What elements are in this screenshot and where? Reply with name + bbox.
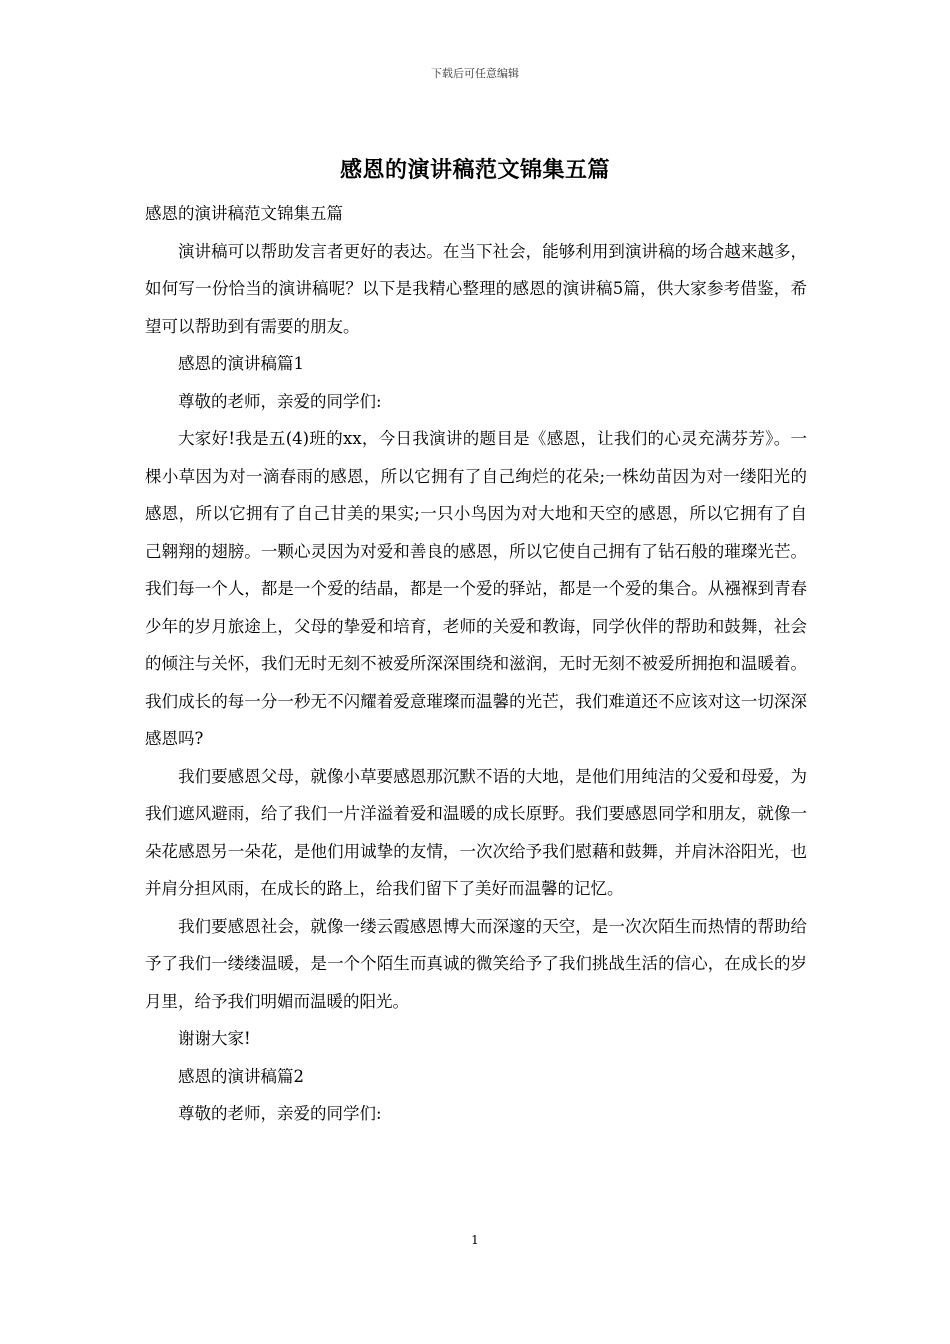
- closing: 谢谢大家!: [178, 1029, 251, 1048]
- paragraph: 感恩的演讲稿范文锦集五篇: [145, 204, 343, 223]
- paragraph: 大家好!我是五(4)班的xx，今日我演讲的题目是《感恩，让我们的心灵充满芬芳》。一棵小草因为对一滴春雨的感恩，所以它拥有了自己绚烂的花朵;一株幼苗因为对一缕阳光的感恩，所以它拥有了自己甘美的果实;一只小鸟因为对大地和天空的感恩，所以它拥有了自己翱翔的翅膀。一颗心灵因为对爱和善良的感恩，所以它使自己拥有了钻石般的璀璨光芒。我们每一个人，都是一个爱的结晶，都是一个爱的驿站，都是一个爱的集合。从襁褓到青春少年的岁月旅途上，父母的挚爱和培育，老师的关爱和教诲，同学伙伴的帮助和鼓舞，社会的倾注与关怀，我们无时无刻不被爱所深深围绕和滋润，无时无刻不被爱所拥抱和温暖着。我们成长的每一分一秒无不闪耀着爱意璀璨而温馨的光芒，我们难道还不应该对这一切深深感恩吗?: [145, 429, 807, 748]
- header-note: 下载后可任意编辑: [431, 67, 519, 80]
- salutation: 尊敬的老师，亲爱的同学们:: [178, 391, 382, 411]
- paragraph: 我们要感恩父母，就像小草要感恩那沉默不语的大地，是他们用纯洁的父爱和母爱，为我们遮风避雨，给了我们一片洋溢着爱和温暖的成长原野。我们要感恩同学和朋友，就像一朵花感恩另一朵花，是他们用诚挚的友情，一次次给予我们慰藉和鼓舞，并肩沐浴阳光，也并肩分担风雨，在成长的路上，给我们留下了美好而温馨的记忆。: [145, 766, 807, 898]
- paragraph: 演讲稿可以帮助发言者更好的表达。在当下社会，能够利用到演讲稿的场合越来越多，如何写一份恰当的演讲稿呢？以下是我精心整理的感恩的演讲稿5篇，供大家参考借鉴，希望可以帮助到有需要的朋友。: [145, 241, 807, 336]
- document-body: [145, 195, 807, 1133]
- salutation: 尊敬的老师，亲爱的同学们:: [178, 1104, 382, 1123]
- paragraph: 我们要感恩社会，就像一缕云霞感恩博大而深邃的天空，是一次次陌生而热情的帮助给予了我们一缕缕温暖，是一个个陌生而真诚的微笑给予了我们挑战生活的信心，在成长的岁月里，给予我们明媚而温暖的阳光。: [145, 916, 807, 1011]
- page-number: 1: [471, 1233, 479, 1247]
- section-heading: 感恩的演讲稿篇1: [178, 354, 304, 373]
- document-title: 感恩的演讲稿范文锦集五篇: [339, 157, 610, 183]
- section-heading: 感恩的演讲稿篇2: [178, 1066, 304, 1086]
